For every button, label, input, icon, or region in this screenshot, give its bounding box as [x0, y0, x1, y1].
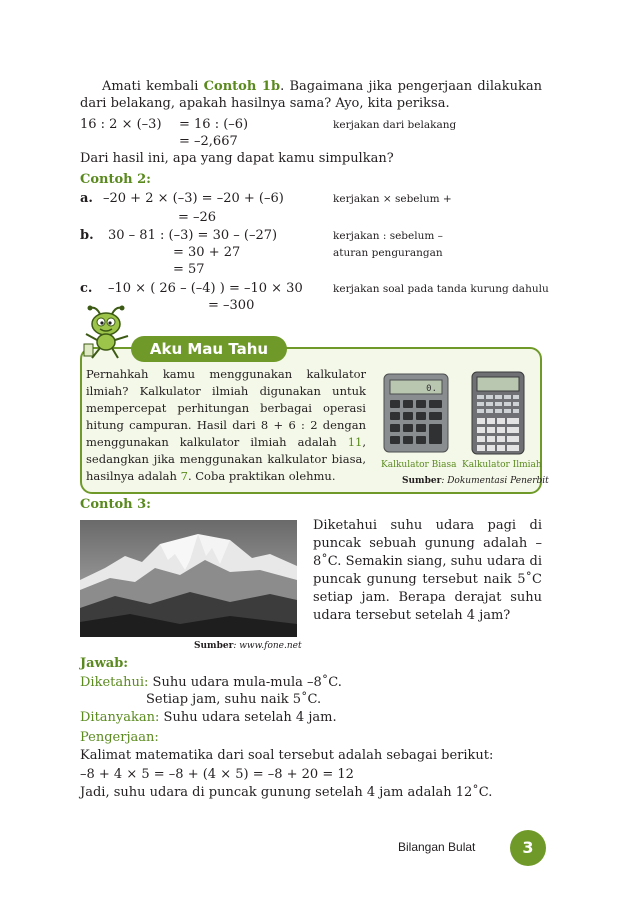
basic-result: 7 — [180, 469, 188, 483]
scientific-result: 11 — [347, 435, 363, 449]
info-text-part-1: Pernahkah kamu menggunakan kalkulator ilmiah? Kalkulator ilmiah digunakan untuk mempercepat perhitungan berbagai operasi hitung campuran. Hasil dari 8 + 6 : 2 dengan menggunakan kalkulator ilmiah adalah — [86, 367, 366, 449]
conclusion-question: Dari hasil ini, apa yang dapat kamu simpulkan? — [80, 151, 394, 166]
item-a-line-1: –20 + 2 × (–3) = –20 + (–6) — [103, 191, 284, 206]
asked-label: Ditanyakan: — [80, 710, 160, 725]
known-text-1: Suhu udara mula-mula –8˚C. — [148, 675, 342, 690]
known-line-2: Setiap jam, suhu naik 5˚C. — [146, 692, 322, 707]
known-line-1 — [80, 675, 342, 691]
asked-text: Suhu udara setelah 4 jam. — [159, 710, 337, 725]
item-b-line-3: = 57 — [173, 262, 205, 277]
conclusion-line: Jadi, suhu udara di puncak gunung setelah 4 jam adalah 12˚C. — [80, 785, 493, 800]
calc-line-1-left: 16 : 2 × (–3) — [80, 117, 162, 132]
info-box-source — [402, 476, 549, 487]
working-line-2: –8 + 4 × 5 = –8 + (4 × 5) = –8 + 20 = 12 — [80, 767, 354, 782]
svg-text:0.: 0. — [426, 384, 437, 394]
source-label: Sumber — [402, 476, 442, 486]
item-c-line-2: = –300 — [208, 298, 255, 313]
mountain-photo — [80, 520, 297, 637]
item-a-note: kerjakan × sebelum + — [333, 193, 452, 205]
info-text-part-3: . Coba praktikan olehmu. — [187, 469, 336, 483]
ant-mascot-icon — [78, 304, 140, 362]
item-a-line-2: = –26 — [178, 210, 217, 225]
info-box-title: Aku Mau Tahu — [131, 336, 287, 362]
calc-line-1-right: = 16 : (–6) — [179, 117, 249, 132]
item-b-note-1: kerjakan : sebelum – — [333, 230, 443, 242]
intro-text: Amati kembali — [102, 79, 204, 94]
basic-calculator-image — [382, 372, 450, 454]
item-b-note-2: aturan pengurangan — [333, 247, 443, 259]
chapter-title: Bilangan Bulat — [398, 840, 476, 854]
item-c-line-1: –10 × ( 26 – (–4) ) = –10 × 30 — [108, 281, 303, 296]
item-a-label: a. — [80, 191, 93, 206]
page-number: 3 — [510, 830, 546, 866]
item-b-line-2: = 30 + 27 — [173, 245, 241, 260]
intro-paragraph — [80, 78, 542, 112]
example-3-title: Contoh 3: — [80, 497, 151, 512]
caption-basic-calculator: Kalkulator Biasa — [381, 460, 457, 470]
item-c-note: kerjakan soal pada tanda kurung dahulu — [333, 283, 549, 295]
scientific-calculator-image — [470, 370, 526, 456]
working-line-1: Kalimat matematika dari soal tersebut adalah sebagai berikut: — [80, 748, 494, 763]
intro-text-continued: . Bagaimana jika pengerjaan dilakukan dari belakang, apakah hasilnya sama? Ayo, kita periksa. — [80, 79, 542, 111]
info-text-part-2: , sedangkan jika menggunakan kalkulator biasa, hasilnya adalah — [86, 435, 366, 483]
example-2-title: Contoh 2: — [80, 172, 151, 187]
item-c-label: c. — [80, 281, 93, 296]
calc-line-2: = –2,667 — [179, 134, 238, 149]
info-box-text — [86, 366, 366, 485]
asked-line — [80, 710, 337, 726]
item-b-line-1: 30 – 81 : (–3) = 30 – (–27) — [108, 228, 278, 243]
known-label: Diketahui: — [80, 675, 149, 690]
example-3-question: Diketahui suhu udara pagi di puncak sebuah gunung adalah –8˚C. Semakin siang, suhu udara di puncak gunung tersebut naik 5˚C setiap jam. Berapa derajat suhu udara tersebut setelah 4 jam? — [313, 518, 542, 623]
source-value: : Dokumentasi Penerbit — [441, 476, 549, 486]
caption-scientific-calculator: Kalkulator Ilmiah — [462, 460, 542, 470]
photo-source-label: Sumber — [194, 641, 234, 651]
working-label: Pengerjaan: — [80, 730, 159, 745]
photo-source — [194, 641, 302, 652]
item-b-label: b. — [80, 228, 94, 243]
answer-title: Jawab: — [80, 656, 129, 671]
example-reference: Contoh 1b — [203, 79, 281, 94]
calc-line-1-note: kerjakan dari belakang — [333, 119, 457, 131]
photo-source-value: : www.fone.net — [233, 641, 302, 651]
